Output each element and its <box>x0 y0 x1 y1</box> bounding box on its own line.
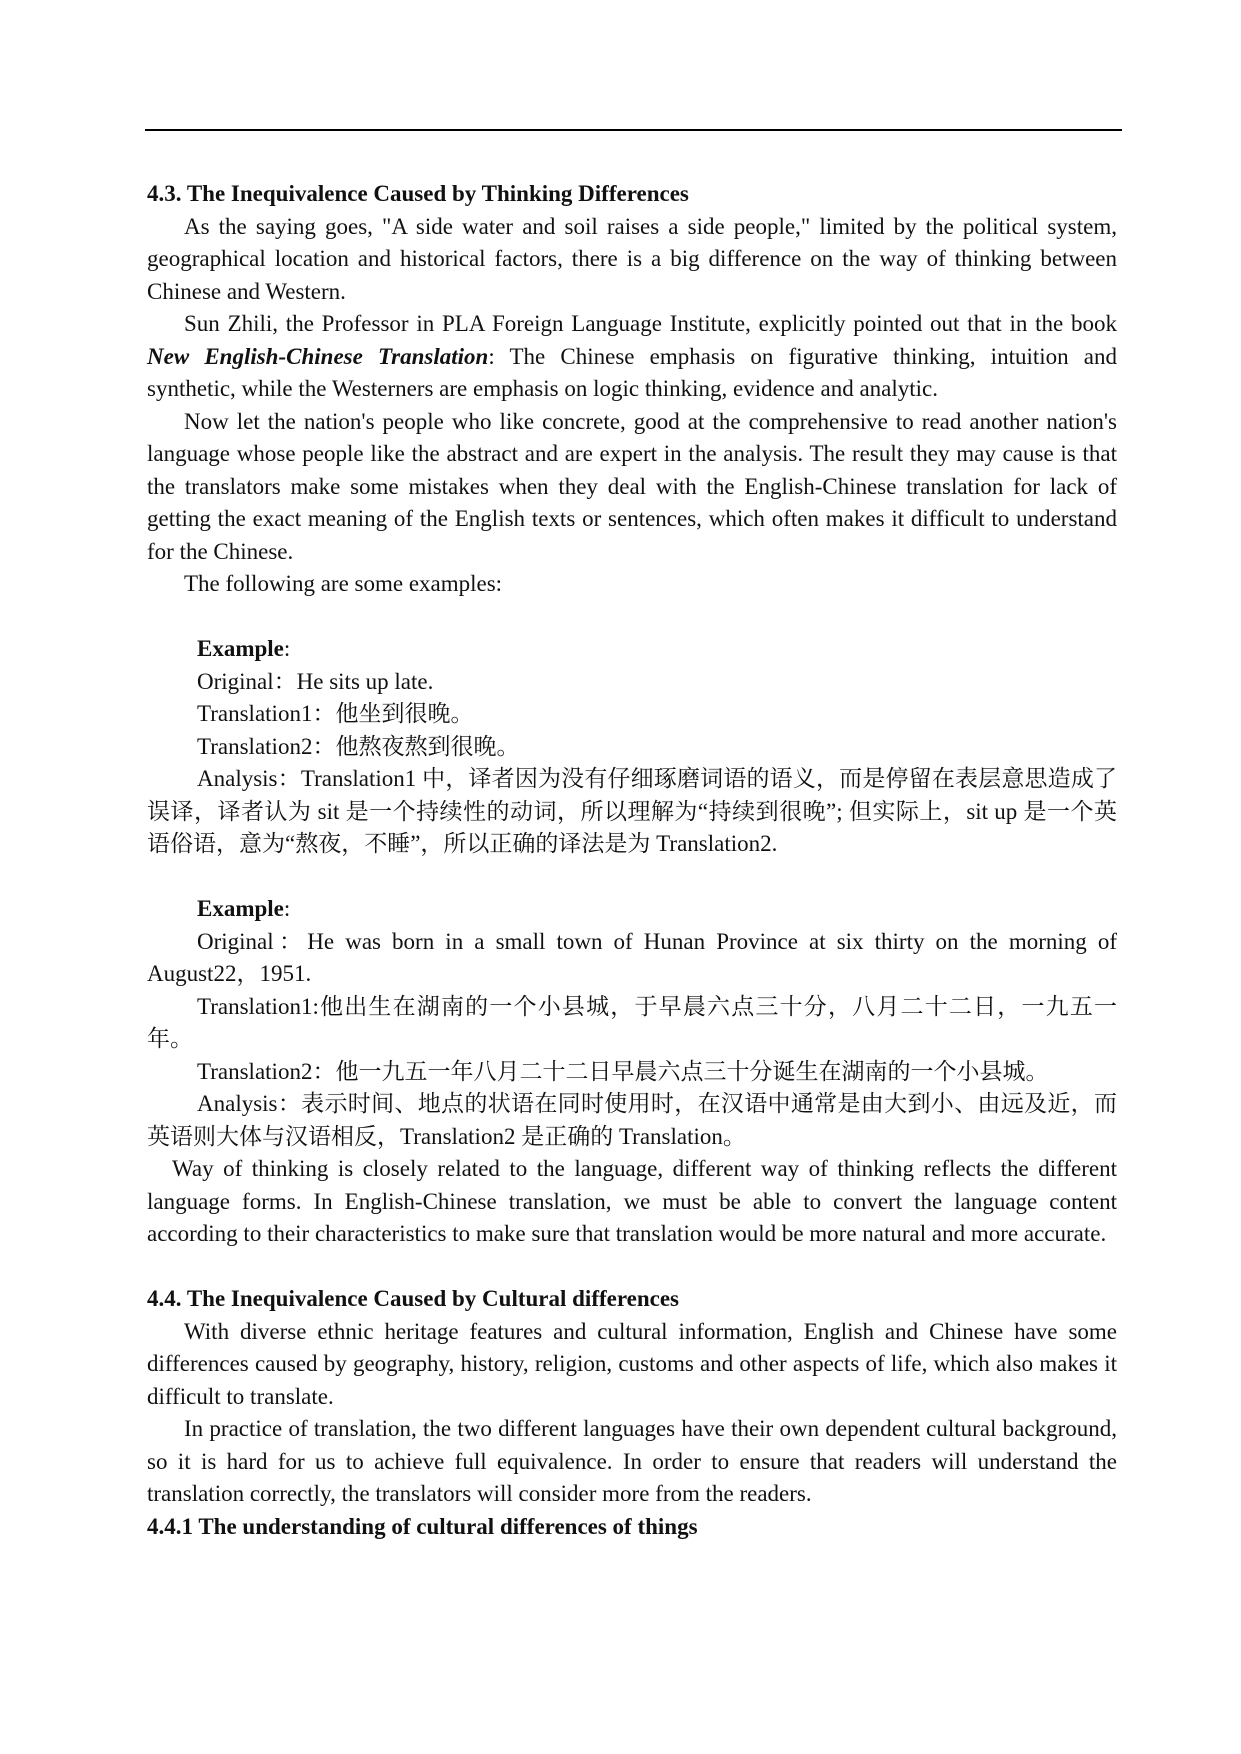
paragraph: The following are some examples: <box>184 571 503 596</box>
example-label-text: Example <box>197 896 284 921</box>
example-label <box>147 893 1117 926</box>
section-heading-4-3: 4.3. The Inequivalence Caused by Thinking Differences <box>147 181 689 206</box>
example-original: Original：He sits up late. <box>197 668 434 694</box>
paragraph: In practice of translation, the two different languages have their own dependent cultural background, so it is hard for us to achieve full equivalence. In order to ensure that readers will understand the translation correctly, the translators will consider more from the readers. <box>147 1416 1117 1506</box>
example-original: Original：He was born in a small town of Hunan Province at six thirty on the morning of August22，1951. <box>147 928 1117 986</box>
paragraph-text: : The Chinese emphasis on figurative thinking, intuition and synthetic, while the Westerners are emphasis on logic thinking, evidence and analytic. <box>147 343 1117 401</box>
spacer <box>147 601 1117 634</box>
conclusion-paragraph: Way of thinking is closely related to the language, different way of thinking reflects the different language forms. In English-Chinese translation, we must be able to convert the language content according to their characteristics to make sure that translation would be more natural and more accurate. <box>147 1156 1117 1246</box>
document-body <box>147 178 1117 1543</box>
example-analysis: Analysis：表示时间、地点的状语在同时使用时，在汉语中通常是由大到小、由远及近，而英语则大体与汉语相反，Translation2 是正确的 Translation。 <box>147 1091 1117 1149</box>
example-translation1: Translation1:他出生在湖南的一个小县城，于早晨六点三十分，八月二十二日，一九五一年。 <box>147 993 1117 1051</box>
spacer <box>147 1251 1117 1284</box>
paragraph: Now let the nation's people who like concrete, good at the comprehensive to read another nation's language whose people like the abstract and are expert in the analysis. The result they may cause is that the translators make some mistakes when they deal with the English-Chinese translation for lack of getting the exact meaning of the English texts or sentences, which often makes it difficult to understand for the Chinese. <box>147 408 1117 564</box>
paragraph-text: Sun Zhili, the Professor in PLA Foreign Language Institute, explicitly pointed out that in the book <box>184 311 1117 336</box>
example-label-colon: : <box>283 636 291 661</box>
spacer <box>147 861 1117 894</box>
paragraph: With diverse ethnic heritage features and cultural information, English and Chinese have some differences caused by geography, history, religion, customs and other aspects of life, which also makes it difficult to translate. <box>147 1318 1117 1409</box>
example-translation2: Translation2：他一九五一年八月二十二日早晨六点三十分诞生在湖南的一个小县城。 <box>197 1058 1049 1084</box>
paragraph <box>147 308 1117 406</box>
section-heading-4-4: 4.4. The Inequivalence Caused by Cultural differences <box>147 1286 680 1311</box>
example-translation2: Translation2：他熬夜熬到很晚。 <box>197 733 520 759</box>
example-label-text: Example <box>197 636 284 661</box>
paragraph: As the saying goes, "A side water and soil raises a side people," limited by the political system, geographical location and historical factors, there is a big difference on the way of thinking between Chinese and Western. <box>147 213 1117 304</box>
example-label-colon: : <box>283 896 291 921</box>
header-rule <box>145 129 1122 131</box>
example-analysis: Analysis：Translation1 中，译者因为没有仔细琢磨词语的语义，而是停留在表层意思造成了误译，译者认为 sit 是一个持续性的动词，所以理解为“持续到很晚”; 但实际上，sit up 是一个英语俗语，意为“熬夜，不睡”，所以正确的译法是为 Translation2. <box>147 766 1117 856</box>
example-translation1: Translation1：他坐到很晚。 <box>197 701 474 726</box>
example-label <box>147 633 1117 666</box>
book-title: New English-Chinese Translation <box>147 343 489 369</box>
section-heading-4-4-1: 4.4.1 The understanding of cultural differences of things <box>147 1513 698 1539</box>
